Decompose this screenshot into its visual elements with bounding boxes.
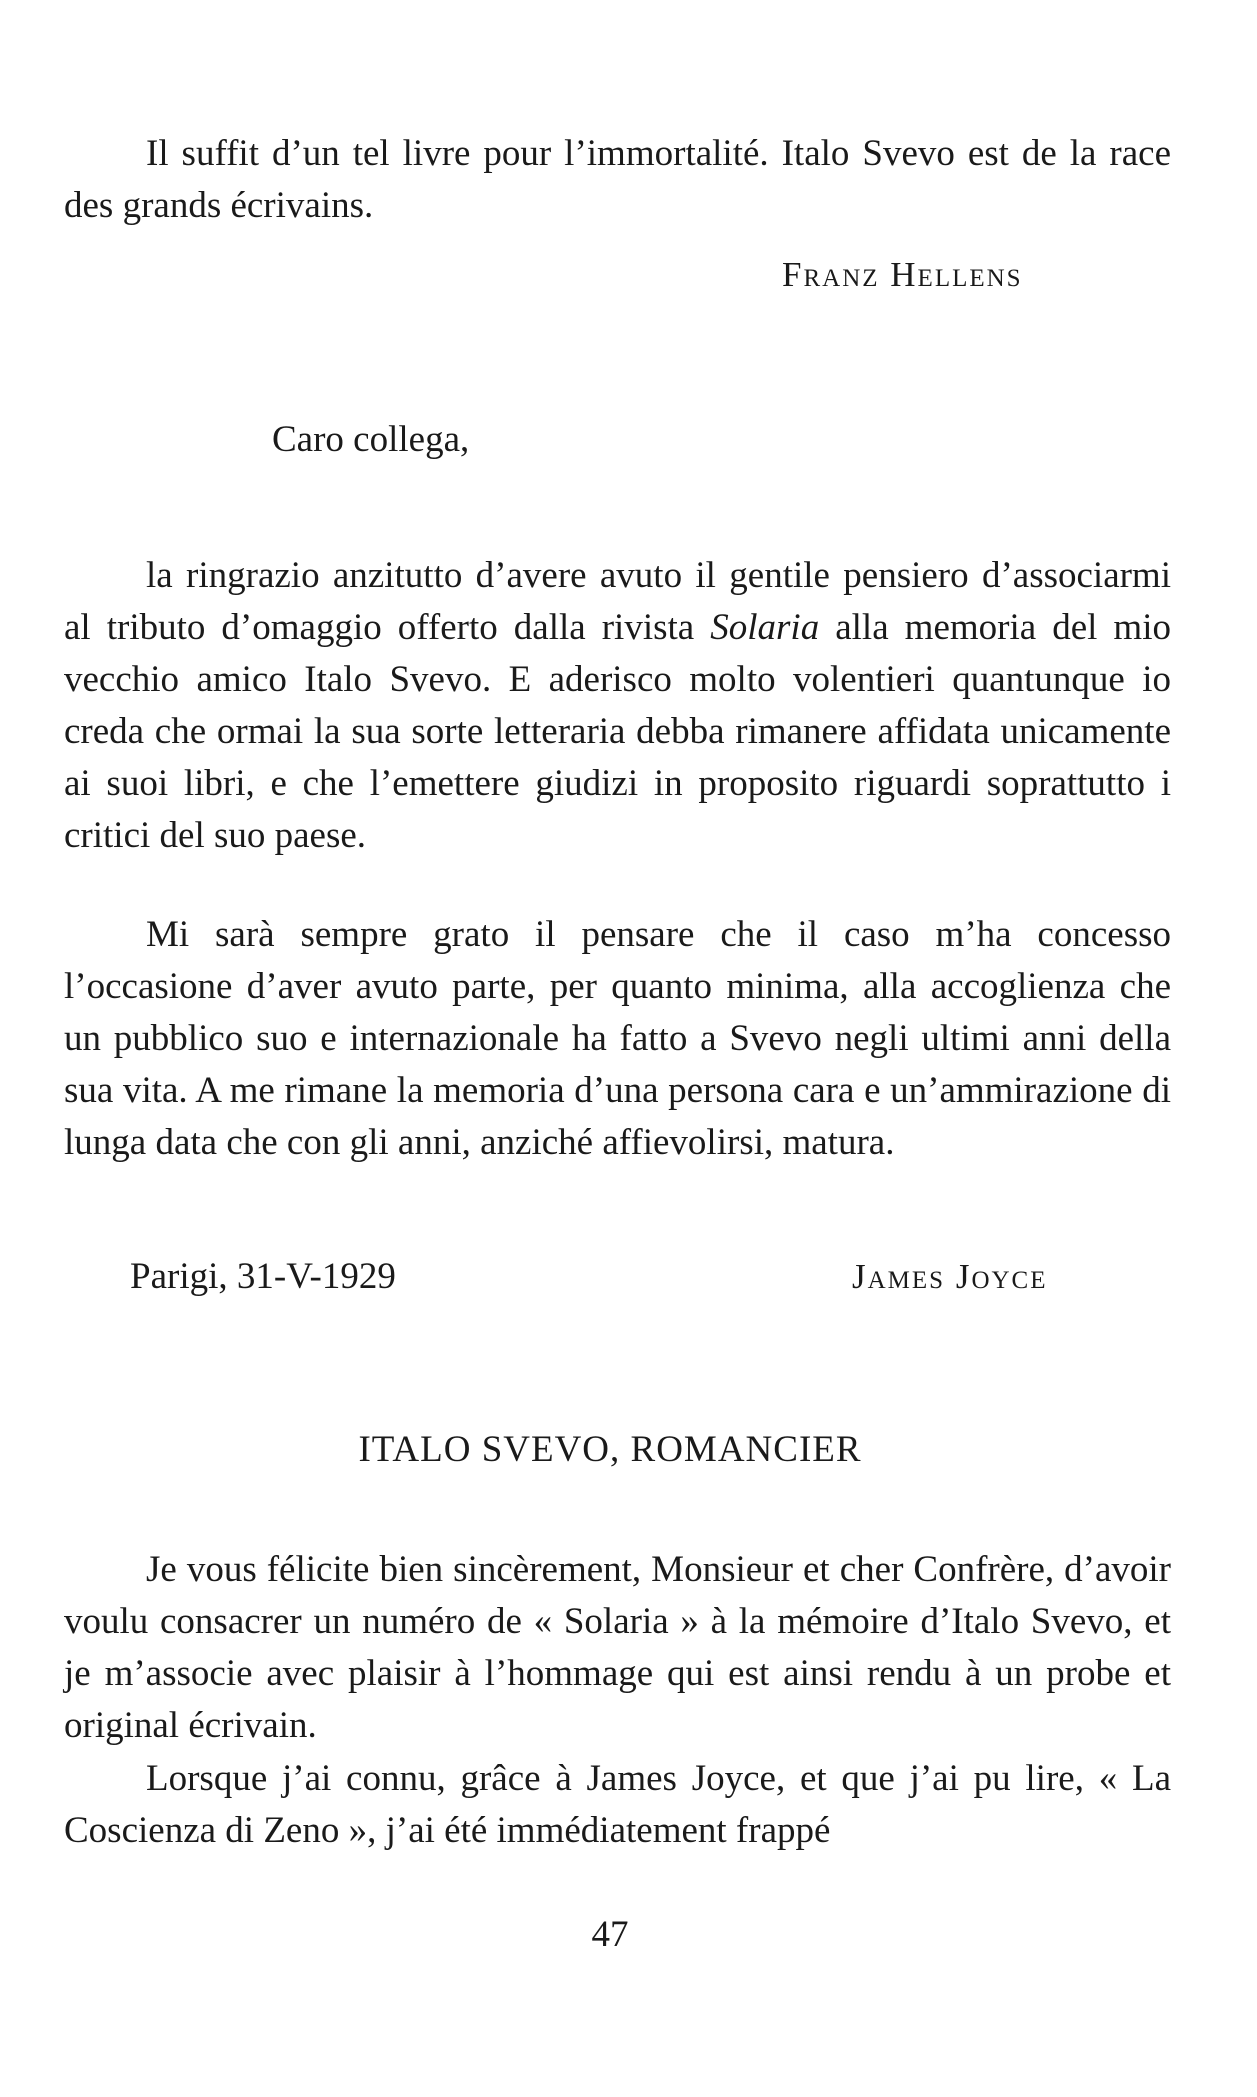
joyce-paragraph-1-end: alla memoria del mio vecchio amico Italo Svevo. E aderisco molto volentieri quantunque io creda che ormai la sua sorte letteraria debba rimanere affidata unicamente ai suoi libri, e che l’emettere giudizi in proposito riguardi soprattutto i critici del suo paese. — [64, 607, 1171, 856]
page-number: 47 — [591, 1914, 629, 1955]
joyce-paragraph-1-start: la ringrazio anzitutto d’avere avuto il gentile pensiero d’associarmi al tributo d’omaggio offerto dalla rivista — [64, 555, 1171, 648]
romancier-paragraph-2: Lorsque j’ai connu, grâce à James Joyce, et que j’ai pu lire, « La Coscienza di Zeno », j’ai été immédiatement frappé — [64, 1758, 1171, 1851]
hellens-signature: Franz Hellens — [782, 255, 1023, 294]
hellens-note-text: Il suffit d’un tel livre pour l’immortalité. Italo Svevo est de la race des grands écrivains. — [64, 133, 1171, 226]
joyce-signature: James Joyce — [852, 1257, 1048, 1296]
romancier-paragraph-1: Je vous félicite bien sincèrement, Monsieur et cher Confrère, d’avoir voulu consacrer un numéro de « Solaria » à la mémoire d’Italo Svevo, et je m’associe avec plaisir à l’hommage qui est ainsi rendu à un probe et original écrivain. — [64, 1549, 1171, 1746]
section-heading: ITALO SVEVO, ROMANCIER — [358, 1429, 862, 1470]
joyce-letter-paragraph-2: Mi sarà sempre grato il pensare che il caso m’ha concesso l’occasione d’aver avuto parte, per quanto minima, alla accoglienza che un pubblico suo e internazionale ha fatto a Svevo negli ultimi anni della sua vita. A me rimane la memoria d’una persona cara e un’ammirazione di lunga data che con gli anni, anziché affievolirsi, matura. — [64, 914, 1171, 1163]
joyce-letter-place-date: Parigi, 31-V-1929 — [130, 1256, 396, 1297]
joyce-letter-paragraph-1 — [64, 550, 1171, 862]
solaria-periodical-title: Solaria — [710, 607, 820, 648]
joyce-letter-salutation: Caro collega, — [272, 419, 470, 460]
